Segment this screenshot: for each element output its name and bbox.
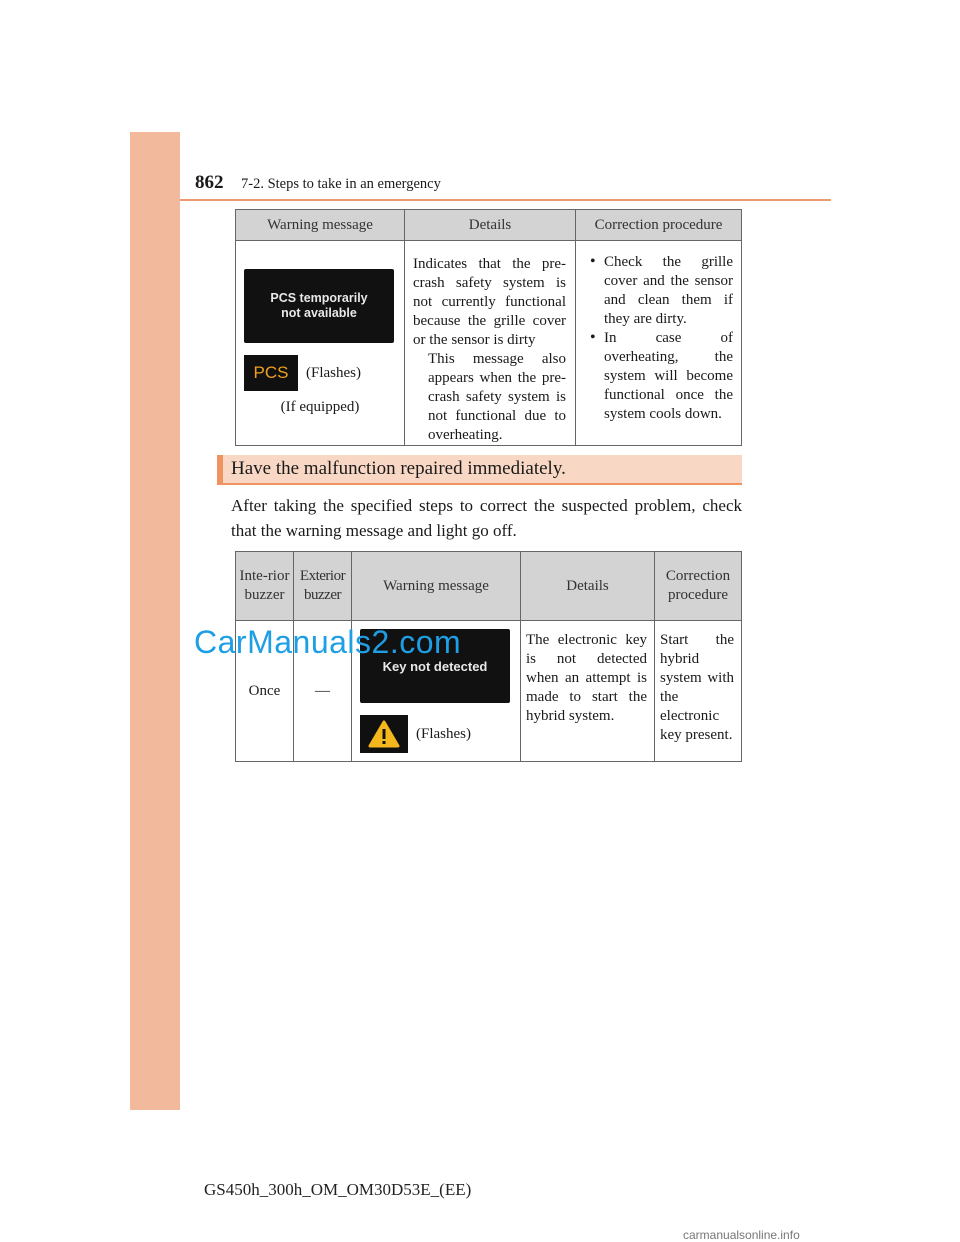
site-watermark: CarManuals2.com [194, 624, 462, 660]
header-correction: Correction procedure [576, 210, 742, 241]
page-number: 862 [195, 172, 224, 193]
interior-buzzer-cell: Once [236, 621, 294, 762]
list-item: • In case of overheating, the system will become functional once the system cools down. [590, 329, 733, 422]
table-row [236, 241, 742, 446]
details-text: The electronic key is not detected when an attempt is made to start the hybrid system. [526, 632, 647, 724]
flashes-label: (Flashes) [306, 364, 361, 381]
list-item: • Check the grille cover and the sensor and clean them if they are dirty. [590, 253, 733, 327]
details-main: Indicates that the pre-crash safety system is not currently functional because the grille cover or the sensor is dirty [413, 256, 566, 348]
warning-message-cell [236, 241, 405, 446]
pcs-warning-table [235, 209, 742, 446]
header-details: Details [405, 210, 576, 241]
correction-1: Check the grille cover and the sensor and clean them if they are dirty. [604, 254, 733, 327]
correction-text: Start the hybrid system with the electronic key present. [660, 632, 734, 743]
header-exterior-buzzer: Exterior buzzer [294, 552, 352, 621]
header-correction: Correction procedure [655, 552, 742, 621]
table-header-row [236, 210, 742, 241]
banner-title: Have the malfunction repaired immediately. [231, 458, 566, 479]
body-paragraph: After taking the specified steps to correct the suspected problem, check that the warning message and light go off. [231, 496, 742, 540]
header-warning-message: Warning message [236, 210, 405, 241]
correction-cell [655, 621, 742, 762]
correction-2: In case of overheating, the system will become functional once the system cools down. [604, 330, 733, 422]
screen-line-1: PCS temporarily [270, 291, 368, 305]
pcs-screen-image [244, 269, 394, 343]
footer-code: GS450h_300h_OM_OM30D53E_(EE) [204, 1180, 472, 1199]
flashes-label: (Flashes) [416, 725, 471, 742]
side-color-bar [130, 132, 180, 1110]
details-cell [405, 241, 576, 446]
correction-cell [576, 241, 742, 446]
footer-watermark: carmanualsonline.info [683, 1228, 800, 1242]
screen-line-2: not available [281, 306, 357, 320]
section-banner [217, 455, 742, 485]
exterior-buzzer-cell: — [294, 621, 352, 762]
section-title: 7-2. Steps to take in an emergency [241, 176, 441, 192]
header-details: Details [521, 552, 655, 621]
table-header-row [236, 552, 742, 621]
warning-triangle-icon [360, 715, 408, 753]
header-rule [180, 199, 831, 201]
details-cell [521, 621, 655, 762]
pcs-indicator-icon: PCS [244, 355, 298, 391]
screen-text: Key not detected [382, 658, 488, 674]
header-warning-message: Warning message [352, 552, 521, 621]
header-interior-buzzer: Inte-rior buzzer [236, 552, 294, 621]
details-extra: This message also appears when the pre-crash safety system is not functional due to overheating. [428, 351, 566, 443]
if-equipped-label: (If equipped) [280, 399, 360, 415]
